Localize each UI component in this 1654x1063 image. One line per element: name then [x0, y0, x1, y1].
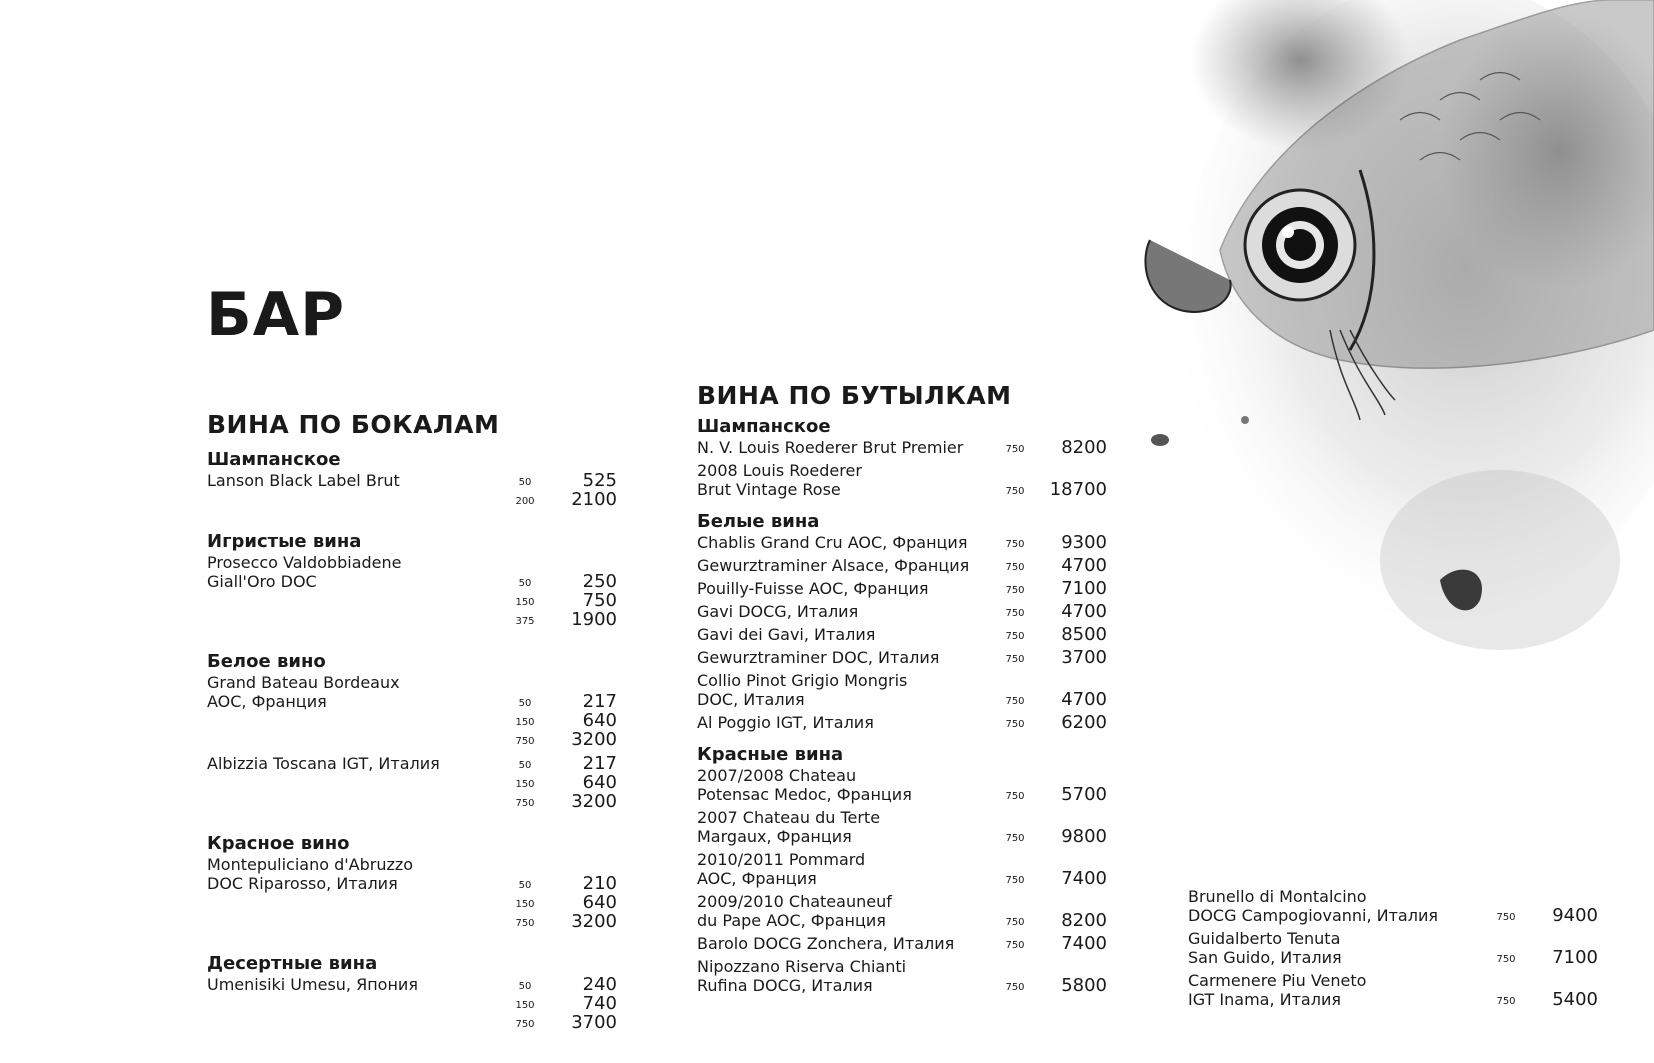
menu-item [207, 855, 617, 931]
price-list [207, 975, 617, 1032]
price: 6200 [1061, 712, 1107, 733]
section-title: Красное вино [207, 833, 350, 854]
menu-item [697, 713, 1107, 732]
volume-ml: 750 [515, 736, 535, 747]
price-row [207, 893, 617, 912]
item-name: Gavi dei Gavi, Италия [697, 625, 876, 644]
menu-section [207, 530, 617, 629]
menu-item [697, 850, 1107, 888]
volume-ml: 750 [1005, 917, 1025, 928]
price-row [207, 711, 617, 730]
volume-ml: 750 [1005, 608, 1025, 619]
menu-section [697, 510, 1107, 732]
volume-ml: 750 [1005, 444, 1025, 455]
menu-item [207, 673, 617, 749]
item-name: Gavi DOCG, Италия [697, 602, 859, 621]
item-name: 2009/2010 Chateauneuf du Pape AOC, Франция [697, 892, 892, 930]
volume-ml: 750 [1005, 631, 1025, 642]
volume-ml: 750 [1005, 791, 1025, 802]
by-glass-heading: ВИНА ПО БОКАЛАМ [207, 410, 500, 439]
section-title: Белые вина [697, 511, 820, 532]
volume-ml: 50 [518, 698, 532, 709]
by-bottle-sections [697, 415, 1107, 995]
price: 18700 [1049, 479, 1107, 500]
item-name: Gewurztraminer Alsace, Франция [697, 556, 970, 575]
menu-item [1188, 887, 1598, 925]
price: 5800 [1061, 975, 1107, 996]
page-title: БАР [206, 280, 346, 350]
volume-ml: 150 [515, 1000, 535, 1011]
item-name: Albizzia Toscana IGT, Италия [207, 754, 440, 773]
price-row [207, 471, 617, 490]
price: 7100 [1061, 578, 1107, 599]
menu-item [207, 471, 617, 509]
menu-item [697, 934, 1107, 953]
price: 8200 [1061, 437, 1107, 458]
section-title: Шампанское [697, 416, 831, 437]
price: 3700 [571, 1012, 617, 1033]
price-row [207, 994, 617, 1013]
menu-item [697, 602, 1107, 621]
price: 640 [582, 710, 617, 731]
item-name: Carmenere Piu Veneto IGT Inama, Италия [1188, 971, 1367, 1009]
price-row [207, 730, 617, 749]
price: 8500 [1061, 624, 1107, 645]
menu-section [207, 832, 617, 931]
price: 2100 [571, 489, 617, 510]
item-name: Guidalberto Tenuta San Guido, Италия [1188, 929, 1342, 967]
price-row [207, 874, 617, 893]
by-glass-column [207, 410, 617, 1053]
menu-item [697, 579, 1107, 598]
price-row [207, 692, 617, 711]
volume-ml: 750 [1005, 654, 1025, 665]
menu-item [697, 556, 1107, 575]
section-title: Шампанское [207, 449, 341, 470]
menu-item [697, 533, 1107, 552]
volume-ml: 750 [515, 798, 535, 809]
price: 640 [582, 772, 617, 793]
volume-ml: 50 [518, 880, 532, 891]
price: 525 [582, 470, 617, 491]
price-row [207, 912, 617, 931]
price-row [207, 792, 617, 811]
price: 3700 [1061, 647, 1107, 668]
price: 5400 [1552, 989, 1598, 1010]
price: 750 [582, 590, 617, 611]
menu-section [697, 415, 1107, 499]
volume-ml: 750 [1496, 996, 1516, 1007]
price: 740 [582, 993, 617, 1014]
price: 3200 [571, 911, 617, 932]
by-glass-sections [207, 448, 617, 1032]
price: 8200 [1061, 910, 1107, 931]
item-name: Montepuliciano d'Abruzzo DOC Riparosso, Италия [207, 855, 414, 893]
price: 217 [582, 691, 617, 712]
volume-ml: 750 [1005, 719, 1025, 730]
volume-ml: 50 [518, 981, 532, 992]
volume-ml: 50 [518, 477, 532, 488]
volume-ml: 750 [1005, 875, 1025, 886]
volume-ml: 750 [1005, 539, 1025, 550]
menu-item [697, 808, 1107, 846]
price: 4700 [1061, 555, 1107, 576]
item-name: 2008 Louis Roederer Brut Vintage Rose [697, 461, 862, 499]
volume-ml: 750 [1005, 585, 1025, 596]
by-bottle-heading: ВИНА ПО БУТЫЛКАМ [697, 381, 1012, 410]
continued-list [1188, 887, 1598, 1009]
menu-section [207, 952, 617, 1032]
volume-ml: 375 [515, 616, 535, 627]
volume-ml: 750 [1005, 940, 1025, 951]
menu-item [1188, 971, 1598, 1009]
volume-ml: 750 [1005, 486, 1025, 497]
price-list [207, 692, 617, 749]
volume-ml: 750 [515, 918, 535, 929]
item-name: Barolo DOCG Zonchera, Италия [697, 934, 955, 953]
item-name: Nipozzano Riserva Chianti Rufina DOCG, Италия [697, 957, 907, 995]
item-name: Pouilly-Fuisse AOC, Франция [697, 579, 929, 598]
menu-section [697, 743, 1107, 995]
price: 7400 [1061, 933, 1107, 954]
menu-section [207, 650, 617, 811]
price: 4700 [1061, 601, 1107, 622]
volume-ml: 750 [1005, 562, 1025, 573]
menu-section [207, 448, 617, 509]
menu-item [697, 892, 1107, 930]
menu-item [697, 957, 1107, 995]
price: 9300 [1061, 532, 1107, 553]
volume-ml: 50 [518, 578, 532, 589]
volume-ml: 750 [1496, 912, 1516, 923]
volume-ml: 750 [515, 1019, 535, 1030]
price-row [207, 572, 617, 591]
section-title: Десертные вина [207, 953, 378, 974]
volume-ml: 200 [515, 496, 535, 507]
volume-ml: 150 [515, 779, 535, 790]
volume-ml: 750 [1005, 696, 1025, 707]
volume-ml: 150 [515, 597, 535, 608]
volume-ml: 750 [1496, 954, 1516, 965]
price: 4700 [1061, 689, 1107, 710]
section-title: Белое вино [207, 651, 326, 672]
menu-item [207, 553, 617, 629]
volume-ml: 750 [1005, 982, 1025, 993]
section-title: Красные вина [697, 744, 844, 765]
item-name: Brunello di Montalcino DOCG Campogiovanni, Италия [1188, 887, 1438, 925]
price: 1900 [571, 609, 617, 630]
menu-item [697, 625, 1107, 644]
price: 9800 [1061, 826, 1107, 847]
item-name: Umenisiki Umesu, Япония [207, 975, 418, 994]
item-name: 2007/2008 Chateau Potensac Medoc, Франция [697, 766, 912, 804]
price-row [207, 610, 617, 629]
price-list [207, 754, 617, 811]
menu-item [207, 975, 617, 1032]
price: 5700 [1061, 784, 1107, 805]
item-name: 2010/2011 Pommard AOC, Франция [697, 850, 866, 888]
ink-fish-illustration [1140, 0, 1654, 680]
price: 3200 [571, 791, 617, 812]
item-name: Chablis Grand Cru AOC, Франция [697, 533, 968, 552]
volume-ml: 50 [518, 760, 532, 771]
item-name: Al Poggio IGT, Италия [697, 713, 874, 732]
volume-ml: 150 [515, 899, 535, 910]
item-name: Collio Pinot Grigio Mongris DOC, Италия [697, 671, 908, 709]
price: 7400 [1061, 868, 1107, 889]
menu-item [1188, 929, 1598, 967]
item-name: N. V. Louis Roederer Brut Premier [697, 438, 964, 457]
price-list [207, 874, 617, 931]
volume-ml: 750 [1005, 833, 1025, 844]
price: 240 [582, 974, 617, 995]
price: 9400 [1552, 905, 1598, 926]
section-title: Игристые вина [207, 531, 362, 552]
item-name: Grand Bateau Bordeaux AOC, Франция [207, 673, 400, 711]
price: 7100 [1552, 947, 1598, 968]
price-row [207, 591, 617, 610]
price: 250 [582, 571, 617, 592]
menu-item [697, 461, 1107, 499]
price-list [207, 572, 617, 629]
menu-item [697, 648, 1107, 667]
menu-item [697, 438, 1107, 457]
item-name: Gewurztraminer DOC, Италия [697, 648, 940, 667]
price: 217 [582, 753, 617, 774]
price: 640 [582, 892, 617, 913]
volume-ml: 150 [515, 717, 535, 728]
price-row [207, 754, 617, 773]
menu-item [207, 754, 617, 811]
menu-item [697, 766, 1107, 804]
item-name: Lanson Black Label Brut [207, 471, 400, 490]
by-bottle-continued [1188, 887, 1598, 1013]
item-name: Prosecco Valdobbiadene Giall'Oro DOC [207, 553, 402, 591]
by-bottle-column [697, 381, 1107, 1006]
menu-item [697, 671, 1107, 709]
price: 210 [582, 873, 617, 894]
item-name: 2007 Chateau du Terte Margaux, Франция [697, 808, 881, 846]
price-row [207, 773, 617, 792]
price: 3200 [571, 729, 617, 750]
price-list [207, 471, 617, 509]
price-row [207, 975, 617, 994]
price-row [207, 1013, 617, 1032]
price-row [207, 490, 617, 509]
